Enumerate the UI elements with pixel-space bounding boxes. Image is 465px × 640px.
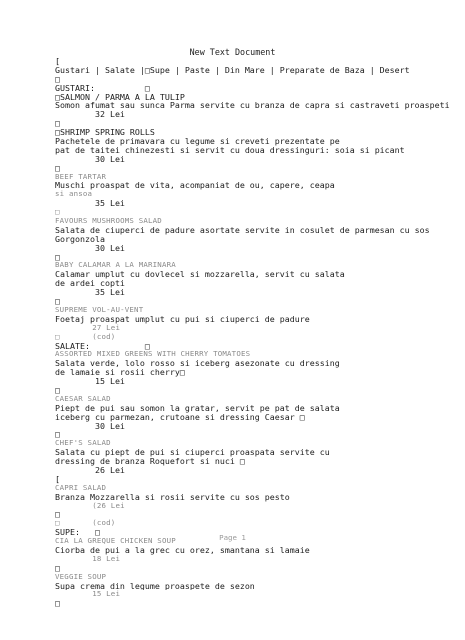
text-line: de ardei copti (55, 279, 125, 289)
text-line: de lamaie si rosii cherry□ (55, 368, 185, 378)
text-line: SUPE: □ (55, 528, 100, 538)
text-line: □ (cod) (55, 332, 116, 341)
text-line: Salata cu piept de pui si ciuperci proaspata servite cu (55, 448, 330, 458)
text-line: [ (55, 57, 60, 66)
text-line: 35 Lei (55, 199, 125, 209)
text-line: CHEF'S SALAD (55, 439, 111, 448)
text-line: Ciorba de pui a la grec cu orez, smantana si lamaie (55, 545, 310, 555)
document-title: New Text Document (189, 47, 276, 57)
text-line: □ (55, 599, 60, 609)
text-line: Foetaj proaspat umplut cu pui si ciuperci de padure (55, 314, 310, 324)
text-line: 18 Lei (55, 554, 121, 563)
text-line: Salata de ciuperci de padure asortate servite in cosulet de parmesan cu sos (55, 225, 430, 235)
text-line: □ (55, 252, 60, 262)
text-line: 27 Lei (55, 323, 121, 332)
text-line: Supa crema din legume proaspete de sezon (55, 581, 255, 591)
text-line: (26 Lei (55, 501, 125, 510)
text-line: Gustari | Salate |□Supe | Paste | Din Mare | Preparate de Baza | Desert (55, 65, 410, 75)
text-line: Branza Mozzarella si rosii servite cu sos pesto (55, 492, 290, 502)
text-line: SALATE: □ (55, 341, 150, 351)
text-line: □ (cod) (55, 519, 116, 528)
text-line: FAVOURS MUSHROOMS SALAD (55, 217, 162, 226)
text-line: GUSTARI: □ (55, 83, 150, 93)
text-line: □ (55, 297, 60, 306)
text-line: ASSORTED MIXED GREENS WITH CHERRY TOMATOES (55, 350, 251, 359)
text-line: Salata verde, lolo rosso si iceberg asezonate cu dressing (55, 359, 340, 369)
text-line: 35 Lei (55, 288, 125, 298)
text-line: □ (55, 510, 60, 520)
text-line: Somon afumat sau sunca Parma servite cu branza de capra si castraveti proaspeti (55, 101, 450, 111)
text-line: Gorgonzola (55, 234, 105, 244)
text-line: iceberg cu parmezan, crutoane si dressing Caesar □ (55, 412, 305, 422)
text-line: □ (55, 385, 60, 395)
text-line: VEGGIE SOUP (55, 572, 107, 581)
text-line: dressing de branza Roquefort si nuci □ (55, 457, 245, 466)
text-line: Piept de pui sau somon la gratar, servit pe pat de salata (55, 403, 340, 413)
text-line: 26 Lei (55, 465, 125, 475)
text-line: □ (55, 119, 60, 129)
text-line: SUPREME VOL-AU-VENT (55, 305, 144, 314)
document-body (55, 57, 455, 608)
text-line: □ (55, 74, 60, 84)
text-line: BABY CALAMAR A LA MARINARA (55, 261, 176, 270)
text-line: 32 Lei (55, 110, 125, 120)
text-line: □ (55, 163, 60, 173)
text-line: □ (55, 563, 60, 573)
text-line: Muschi proaspat de vita, acompaniat de ou, capere, ceapa (55, 181, 335, 191)
text-line: BEEF TARTAR (55, 172, 107, 181)
text-line: CAPRI SALAD (55, 483, 107, 492)
text-line: si ansoa (55, 190, 93, 199)
text-line: [ (55, 474, 60, 484)
text-line: □ (55, 208, 60, 217)
text-line: CAESAR SALAD (55, 394, 111, 403)
page-footer: Page 1 (219, 533, 246, 542)
text-line: CIA LA GREQUE CHICKEN SOUP (55, 537, 176, 546)
text-line: 30 Lei (55, 421, 125, 431)
text-line: Pachetele de primavara cu legume si creveti prezentate pe (55, 137, 340, 146)
text-line: Calamar umplut cu dovlecel si mozzarella, servit cu salata (55, 270, 345, 280)
text-line: □SALMON / PARMA A LA TULIP (55, 92, 185, 102)
text-line: 30 Lei (55, 154, 125, 164)
text-line: 15 Lei (55, 590, 121, 599)
text-line: 15 Lei (55, 377, 125, 386)
text-line: □ (55, 430, 60, 440)
text-line: pat de taitei chinezesti si servit cu doua dressinguri: soia si picant (55, 145, 405, 155)
text-line: 30 Lei (55, 243, 125, 253)
text-line: □SHRIMP SPRING ROLLS (55, 128, 155, 138)
